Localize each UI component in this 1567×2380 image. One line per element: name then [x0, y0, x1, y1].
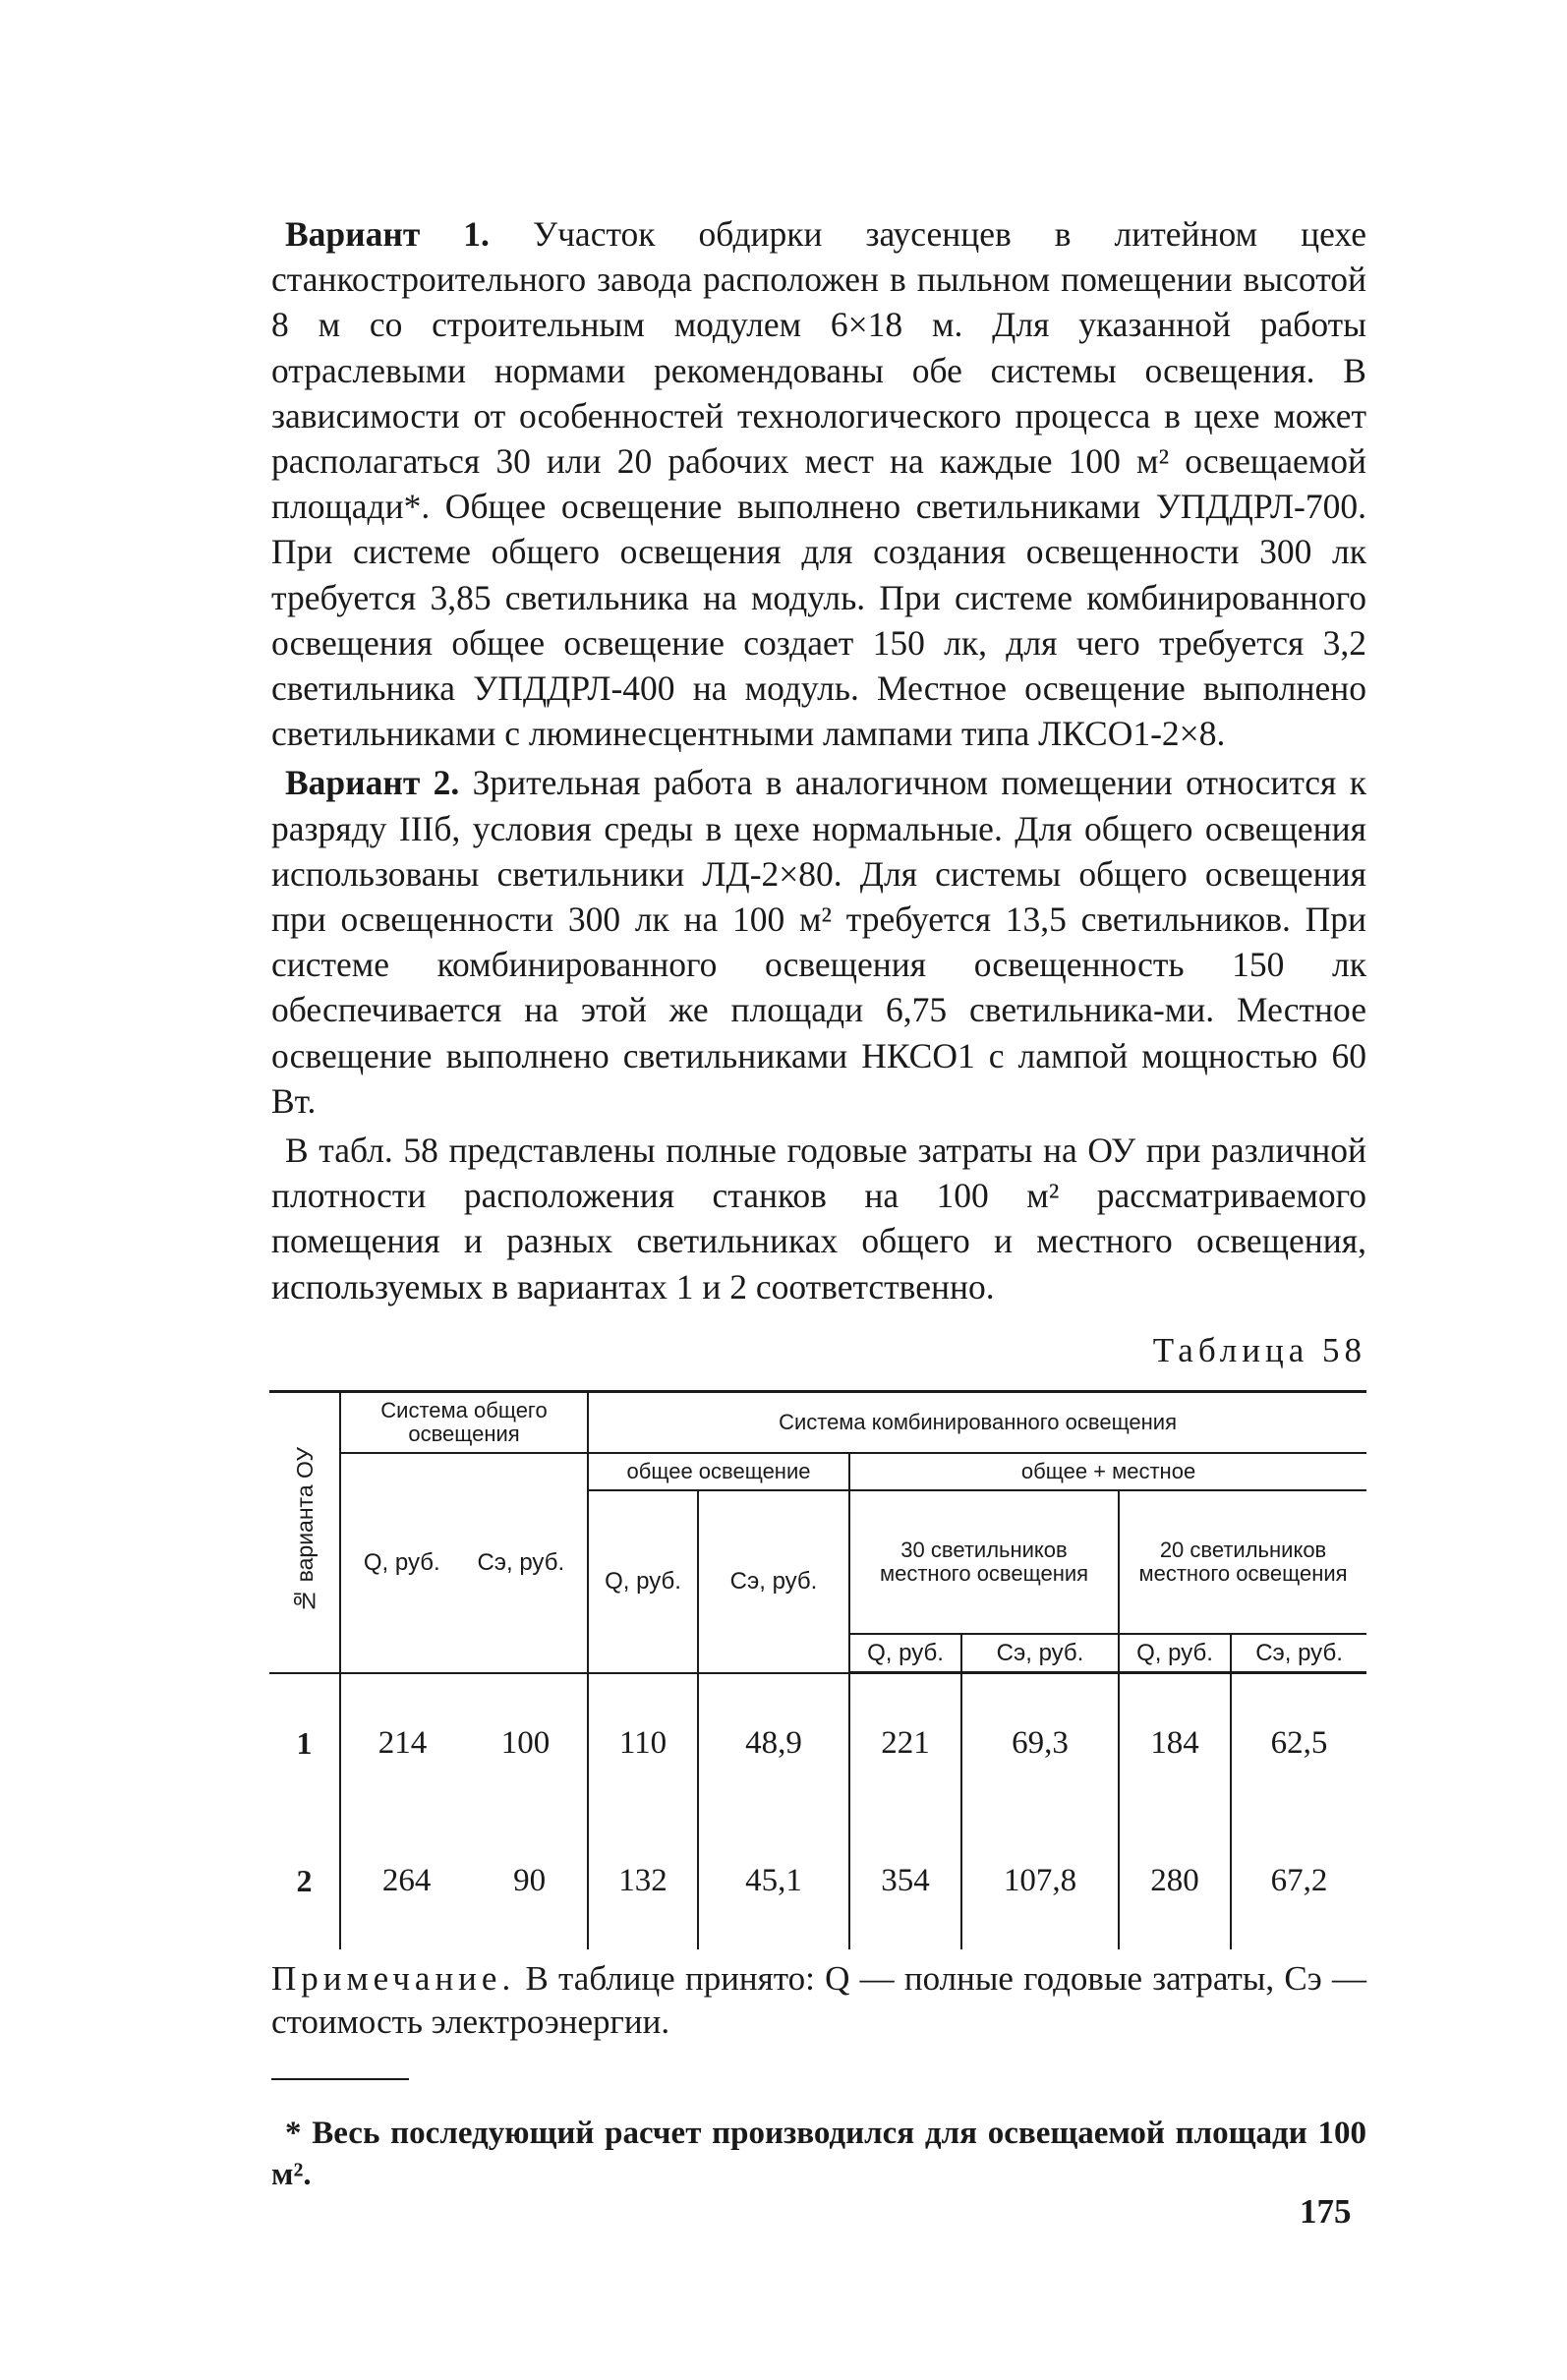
page-body: [271, 211, 1366, 2228]
table-cell: 221: [849, 1673, 961, 1813]
cell-ce-general: 100: [500, 1724, 551, 1761]
header-variant-no: № варианта ОУ: [269, 1391, 340, 1673]
cell-q-general: 264: [381, 1862, 432, 1898]
variant-1-text: Участок обдирки заусенцев в литейном цехе станкостроительного завода расположен в пыльном помещении высотой 8 м со строительным модулем 6×18 м. Для указанной работы отраслевыми нормами рекомендованы обе системы освещения. В зависимости от особенностей технологического процесса в цехе может располагаться 30 или 20 рабочих мест на каждые 100 м² освещаемой площади*. Общее освещение выполнено светильниками УПДДРЛ-700. При системе общего освещения для создания освещенности 300 лк требуется 3,85 светильника на модуль. При системе комбинированного освещения общее освещение создает 150 лк, для чего требуется 3,2 светильника УПДДРЛ-400 на модуль. Местное освещение выполнено светильниками с люминесцентными лампами типа ЛКСО1-2×8.: [271, 214, 1366, 754]
row-number: 1: [269, 1673, 340, 1813]
footnote-divider: [271, 2078, 409, 2080]
cost-table: [269, 1390, 1366, 1950]
variant-2-heading: Вариант 2.: [285, 763, 460, 803]
header-combined-system: Система комбинированного освещения: [588, 1391, 1366, 1453]
table-cell: 354: [849, 1812, 961, 1949]
general-system-units: [340, 1453, 588, 1673]
footnote: * Весь последующий расчет производился для освещаемой площади 100 м².: [271, 2116, 1366, 2193]
header-general-part: общее освещение: [588, 1453, 849, 1490]
table-cell: 48,9: [698, 1673, 849, 1813]
header-ce-local-20: Cэ, руб.: [1231, 1634, 1366, 1673]
header-local-20: 20 светильников местного освещения: [1119, 1490, 1366, 1635]
table-cell: 132: [588, 1812, 698, 1949]
header-ce-local-30: Cэ, руб.: [961, 1634, 1119, 1673]
paragraph-table-intro: В табл. 58 представлены полные годовые затраты на ОУ при различной плотности расположения станков на 100 м² рассматриваемого помещения и разных светильниках общего и местного освещения, используемых в вариантах 1 и 2 соответственно.: [271, 1131, 1366, 1306]
general-system-values: [340, 1812, 588, 1949]
table-row: [269, 1673, 1366, 1813]
general-system-values: [340, 1673, 588, 1813]
paragraph-variant-1: [271, 211, 1366, 756]
page-number: 175: [1300, 2192, 1352, 2231]
header-q-general: Q, руб.: [363, 1549, 440, 1577]
table-cell: 67,2: [1231, 1812, 1366, 1949]
cell-q-general: 214: [377, 1724, 428, 1761]
table-cell: 110: [588, 1673, 698, 1813]
table-cell: 69,3: [961, 1673, 1119, 1813]
header-local-30: 30 светильников местного освещения: [849, 1490, 1119, 1635]
table-row: [269, 1812, 1366, 1949]
header-q-combined-general: Q, руб.: [588, 1490, 698, 1673]
variant-1-heading: Вариант 1.: [285, 214, 490, 254]
table-cell: 62,5: [1231, 1673, 1366, 1813]
variant-2-text: Зрительная работа в аналогичном помещении относится к разряду IIIб, условия среды в цехе нормальные. Для общего освещения использованы светильники ЛД-2×80. Для системы общего освещения при освещенности 300 лк на 100 м² требуется 13,5 светильников. При системе комбинированного освещения освещенность 150 лк обеспечивается на этой же площади 6,75 светильника-ми. Местное освещение выполнено светильниками НКСО1 с лампой мощностью 60 Вт.: [271, 763, 1366, 1121]
paragraph-variant-2: [271, 760, 1366, 1124]
header-general-system: Система общего освещения: [340, 1391, 588, 1453]
table-note: [271, 1957, 1366, 2044]
header-ce-combined-general: Cэ, руб.: [698, 1490, 849, 1673]
table-caption: Таблица 58: [1152, 1330, 1366, 1369]
cell-ce-general: 90: [513, 1862, 547, 1898]
header-q-local-20: Q, руб.: [1119, 1634, 1231, 1673]
header-q-local-30: Q, руб.: [849, 1634, 961, 1673]
note-text: В таблице принято: Q — полные годовые затраты, Cэ — стоимость электроэнергии.: [271, 1959, 1366, 2042]
header-ce-general: Cэ, руб.: [477, 1549, 565, 1577]
note-label: Примечание.: [271, 1959, 516, 1999]
table-cell: 107,8: [961, 1812, 1119, 1949]
header-general-plus-local: общее + местное: [849, 1453, 1366, 1490]
row-number: 2: [269, 1812, 340, 1949]
table-cell: 184: [1119, 1673, 1231, 1813]
table-cell: 45,1: [698, 1812, 849, 1949]
table-cell: 280: [1119, 1812, 1231, 1949]
